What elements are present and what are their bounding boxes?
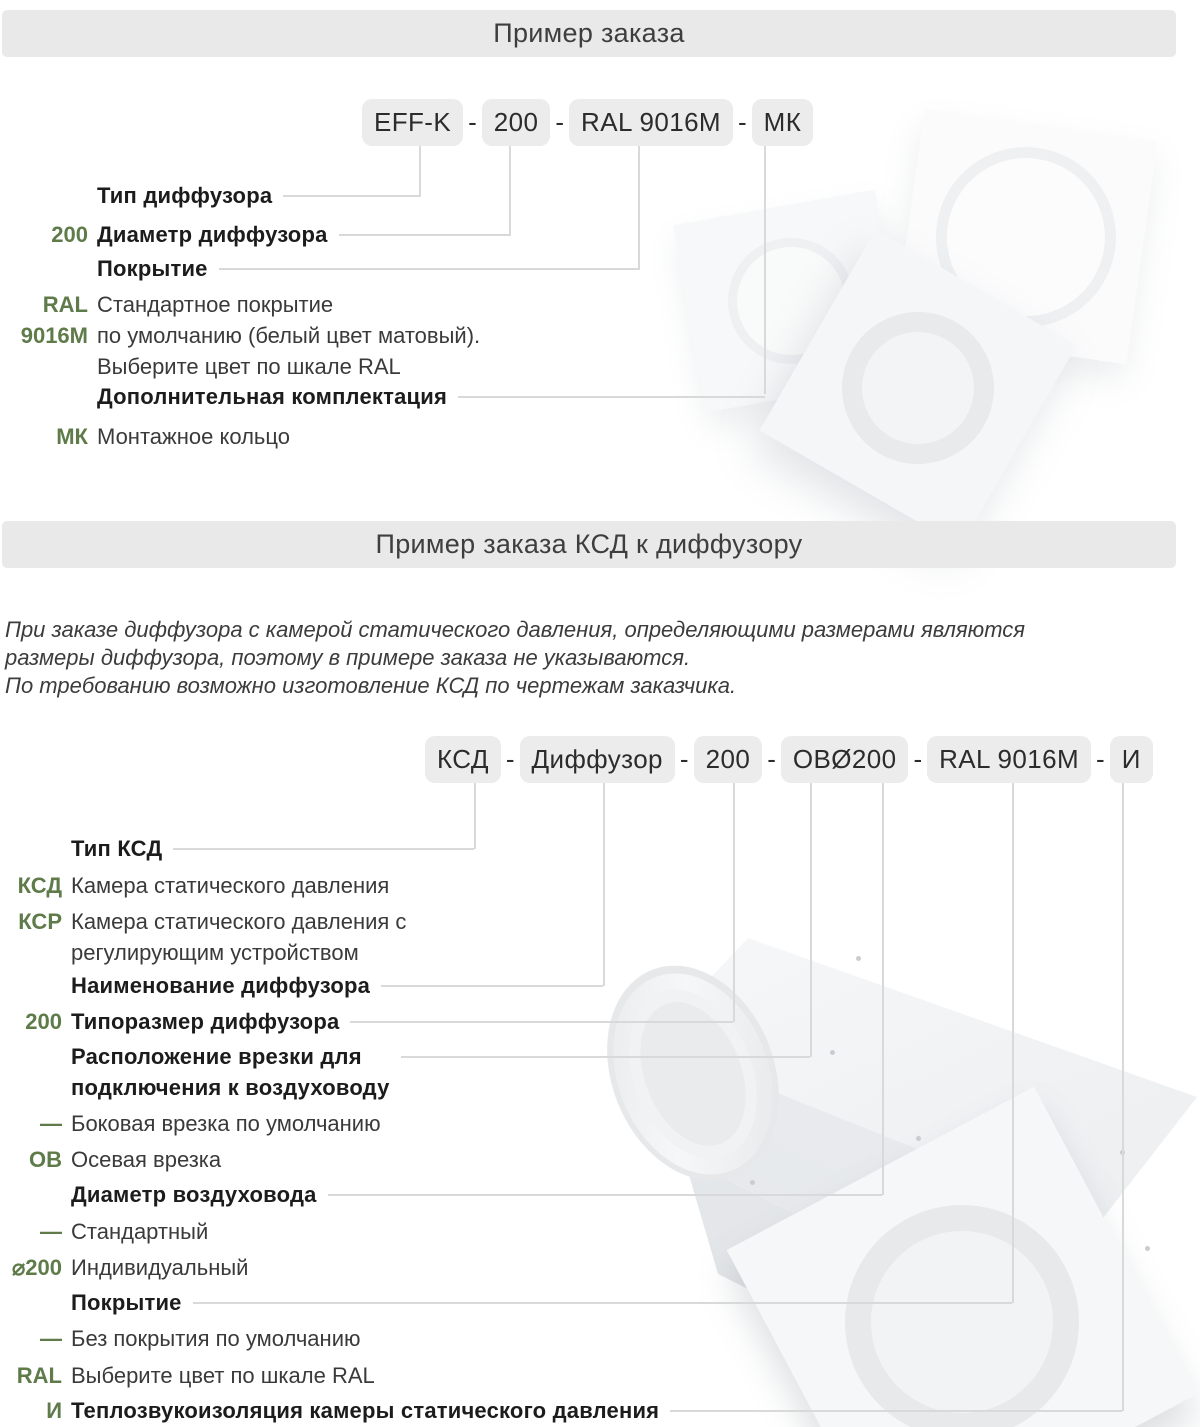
code-segment: МК bbox=[752, 99, 814, 146]
diffuser-ring bbox=[814, 284, 1022, 492]
row-label: Без покрытия по умолчанию bbox=[71, 1326, 361, 1351]
connector-line bbox=[733, 783, 735, 1022]
label-row-diffuser-name bbox=[0, 970, 603, 1001]
code-separator: - bbox=[913, 744, 923, 774]
row-label: Типоразмер диффузора bbox=[71, 1009, 340, 1034]
label-row-extra-equipment bbox=[0, 381, 765, 412]
code-separator: - bbox=[1096, 744, 1105, 774]
connector-line bbox=[1012, 783, 1014, 1303]
connector-line bbox=[193, 1302, 1012, 1304]
row-label: Теплозвукоизоляция камеры статического давления bbox=[71, 1398, 660, 1423]
row-label bbox=[97, 289, 480, 382]
connector-line bbox=[603, 783, 605, 986]
section2-title: Пример заказа КСД к диффузору bbox=[375, 529, 803, 559]
code-separator: - bbox=[767, 744, 776, 774]
row-label bbox=[71, 906, 406, 968]
code-separator: - bbox=[737, 107, 747, 137]
row-label: Покрытие bbox=[71, 1290, 182, 1315]
screw-dot bbox=[916, 1136, 921, 1141]
row-code: — bbox=[40, 1111, 62, 1136]
row-code: RAL 9016M bbox=[20, 292, 88, 348]
order-code-example-2 bbox=[425, 736, 1153, 783]
code-segment: Диффузор bbox=[520, 736, 675, 783]
row-label: Монтажное кольцо bbox=[97, 424, 290, 449]
order-note bbox=[5, 616, 1025, 700]
row-label: Боковая врезка по умолчанию bbox=[71, 1111, 381, 1136]
connector-line bbox=[764, 146, 766, 394]
label-row-individual-diameter bbox=[0, 1252, 248, 1283]
row-code: ⌀200 bbox=[12, 1255, 62, 1280]
row-code: 200 bbox=[51, 222, 88, 247]
coating-desc-line: Выберите цвет по шкале RAL bbox=[97, 354, 401, 379]
label-row-ksr bbox=[0, 906, 406, 968]
code-segment: 200 bbox=[482, 99, 551, 146]
row-code: 200 bbox=[25, 1009, 62, 1034]
code-separator: - bbox=[505, 744, 515, 774]
label-row-coating-description bbox=[0, 289, 480, 382]
coating-desc-line: по умолчанию (белый цвет матовый). bbox=[97, 323, 481, 348]
row-label: Диаметр воздуховода bbox=[71, 1182, 317, 1207]
connector-line bbox=[401, 1056, 810, 1058]
note-line: При заказе диффузора с камерой статического давления, определяющими размерами являются bbox=[5, 617, 1026, 642]
label-row-insulation bbox=[0, 1395, 1122, 1426]
connector-line bbox=[328, 1194, 882, 1196]
code-segment: EFF-K bbox=[362, 99, 463, 146]
code-separator: - bbox=[555, 107, 565, 137]
row-label: Дополнительная комплектация bbox=[97, 384, 447, 409]
label-row-axial-inlet bbox=[0, 1144, 221, 1175]
label-row-mounting-ring bbox=[0, 421, 290, 452]
connector-line bbox=[458, 396, 765, 398]
row-code: ОВ bbox=[29, 1147, 62, 1172]
connector-line bbox=[882, 783, 884, 1195]
label-row-ksd-type bbox=[0, 833, 474, 864]
inlet-line: Расположение врезки для bbox=[71, 1044, 362, 1069]
diffusers-photo bbox=[660, 110, 1180, 540]
note-line: По требованию возможно изготовление КСД по чертежам заказчика. bbox=[5, 673, 737, 698]
row-label: Выберите цвет по шкале RAL bbox=[71, 1363, 375, 1388]
connector-line bbox=[219, 268, 639, 270]
label-row-standard-diameter bbox=[0, 1216, 208, 1247]
code-segment: И bbox=[1110, 736, 1153, 783]
section2-header-bar bbox=[2, 521, 1176, 568]
diffuser-ring-inner bbox=[842, 312, 995, 465]
row-label: Индивидуальный bbox=[71, 1255, 249, 1280]
connector-line bbox=[283, 195, 420, 197]
row-code: КСР bbox=[18, 909, 62, 934]
label-row-coating bbox=[0, 253, 639, 284]
connector-line bbox=[173, 848, 474, 850]
label-row-duct-diameter bbox=[0, 1179, 882, 1210]
screw-dot bbox=[1145, 1246, 1150, 1251]
label-row-diffuser-type bbox=[0, 180, 420, 211]
code-segment: ОВØ200 bbox=[781, 736, 909, 783]
row-label: Наименование диффузора bbox=[71, 973, 371, 998]
row-code: КСД bbox=[17, 873, 62, 898]
connector-line bbox=[474, 783, 476, 849]
row-code: — bbox=[40, 1326, 62, 1351]
code-segment: RAL 9016M bbox=[927, 736, 1091, 783]
row-label: Стандартный bbox=[71, 1219, 209, 1244]
code-separator: - bbox=[468, 107, 477, 137]
row-label: Осевая врезка bbox=[71, 1147, 222, 1172]
connector-line bbox=[638, 146, 640, 270]
section1-title: Пример заказа bbox=[493, 18, 685, 48]
note-line: размеры диффузора, поэтому в примере заказа не указываются. bbox=[5, 645, 691, 670]
label-row-ksd bbox=[0, 870, 389, 901]
label-row-inlet-position bbox=[0, 1041, 810, 1103]
screw-dot bbox=[856, 956, 861, 961]
row-label: Покрытие bbox=[97, 256, 208, 281]
screw-dot bbox=[830, 1050, 835, 1055]
row-label: Тип диффузора bbox=[97, 183, 273, 208]
ksr-line: Камера статического давления с bbox=[71, 909, 407, 934]
row-code: И bbox=[46, 1398, 62, 1423]
ksr-line: регулирующим устройством bbox=[71, 940, 359, 965]
connector-line bbox=[810, 783, 812, 1057]
label-row-diffuser-size bbox=[0, 1006, 733, 1037]
plenum-box-photo bbox=[600, 850, 1200, 1427]
row-label: Диаметр диффузора bbox=[97, 222, 328, 247]
row-label bbox=[71, 1041, 390, 1103]
code-segment: RAL 9016M bbox=[569, 99, 733, 146]
label-row-no-coating bbox=[0, 1323, 360, 1354]
label-row-diffuser-diameter bbox=[0, 219, 510, 250]
order-code-example-1 bbox=[362, 99, 813, 146]
section1-header-bar bbox=[2, 10, 1176, 57]
label-row-side-inlet bbox=[0, 1108, 381, 1139]
row-code: МК bbox=[56, 424, 88, 449]
row-code: RAL bbox=[16, 1363, 62, 1388]
connector-line bbox=[339, 234, 510, 236]
label-row-coating2 bbox=[0, 1287, 1012, 1318]
inlet-line: подключения к воздуховоду bbox=[71, 1075, 390, 1100]
row-label: Камера статического давления bbox=[71, 873, 390, 898]
connector-line bbox=[350, 1021, 733, 1023]
row-label: Тип КСД bbox=[71, 836, 163, 861]
label-row-ral bbox=[0, 1360, 375, 1391]
coating-desc-line: Стандартное покрытие bbox=[97, 292, 334, 317]
connector-line bbox=[670, 1410, 1122, 1412]
row-code: — bbox=[40, 1219, 62, 1244]
connector-line bbox=[1122, 783, 1124, 1411]
code-separator: - bbox=[679, 744, 689, 774]
code-segment: КСД bbox=[425, 736, 501, 783]
code-segment: 200 bbox=[694, 736, 763, 783]
connector-line bbox=[381, 985, 603, 987]
